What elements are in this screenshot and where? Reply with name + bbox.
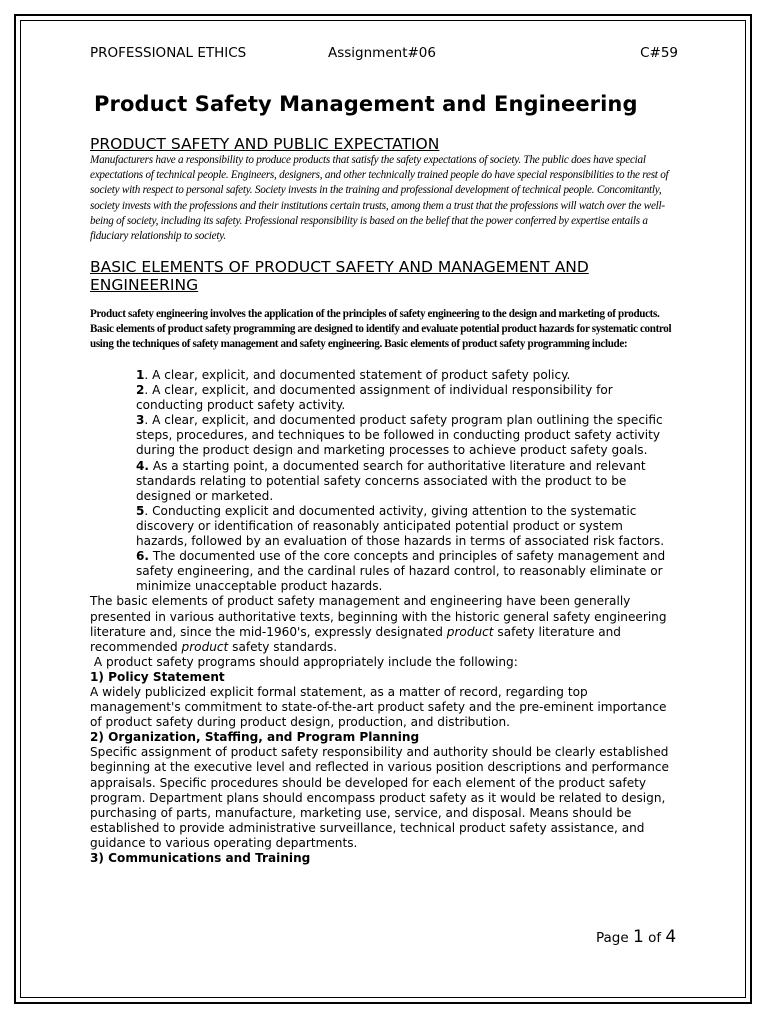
section2-heading bbox=[90, 258, 680, 294]
list-item bbox=[136, 549, 678, 594]
paragraph-literature bbox=[90, 594, 678, 654]
list-item bbox=[136, 383, 678, 413]
paragraph-policy: A widely publicized explicit formal statement, as a matter of record, regarding top management's commitment to state-of-the-art product safety and the pre-eminent importance of product safety during product design, production, and distribution. bbox=[90, 684, 667, 730]
list-item-number: 4. bbox=[136, 458, 150, 473]
of-label: of bbox=[643, 930, 666, 946]
paragraph-program-intro: A product safety programs should appropriately include the following: bbox=[90, 654, 518, 669]
paragraph-organization: Specific assignment of product safety responsibility and authority should be clearly established beginning at the executive level and reflected in various position descriptions and performance appraisals. Specific procedures should be developed for each element of the product safety program. Department plans should encompass product safety as it would be related to design, purchasing of parts, manufacture, marketing use, service, and disposal. Means should be established to provide administrative surveillance, technical product safety assistance, and guidance to various operating departments. bbox=[90, 745, 669, 850]
page-total: 4 bbox=[665, 927, 677, 947]
header-course: PROFESSIONAL ETHICS bbox=[90, 45, 247, 61]
list-item-text: . A clear, explicit, and documented product safety program plan outlining the specific steps, procedures, and techniques to be followed in conducting product safety activity during the product design and marketing processes to achieve product safety goals. bbox=[136, 413, 663, 458]
section2-bold-intro: Product safety engineering involves the application of the principles of safety engineering to the design and marketing of products. Basic elements of product safety programming are designed to identify and evaluate potential product hazards for systematic control using the techniques of safety management and safety engineering. Basic elements of product safety programming include: bbox=[90, 308, 672, 351]
list-item-text: . A clear, explicit, and documented statement of product safety policy. bbox=[144, 368, 571, 382]
list-item-text: . A clear, explicit, and documented assignment of individual responsibility for conducting product safety activity. bbox=[136, 383, 613, 413]
document-title: Product Safety Management and Engineering bbox=[94, 92, 638, 116]
list-item-text: . Conducting explicit and documented activity, giving attention to the systematic discovery or identification of reasonably anticipated potential product or system hazards, followed by an evaluation of those hazards in terms of associated risk factors. bbox=[136, 503, 665, 549]
header-assignment: Assignment#06 bbox=[328, 45, 436, 61]
list-item-number: 5 bbox=[136, 503, 145, 518]
list-item bbox=[136, 459, 678, 504]
list-item bbox=[136, 413, 678, 458]
subheading-organization: 2) Organization, Staffing, and Program Planning bbox=[90, 730, 420, 745]
section2-heading-line2: ENGINEERING bbox=[90, 276, 199, 294]
list-item bbox=[136, 504, 678, 549]
section2-body bbox=[90, 368, 678, 866]
list-item-number: 1 bbox=[136, 368, 145, 382]
list-item-text: The documented use of the core concepts and principles of safety management and safety engineering, and the cardinal rules of hazard control, to reasonably eliminate or minimize unacceptable product hazards. bbox=[136, 549, 666, 594]
section2-heading-line1: BASIC ELEMENTS OF PRODUCT SAFETY AND MANAGEMENT AND bbox=[90, 258, 589, 276]
paragraph-text: safety literature and recommended bbox=[90, 624, 621, 654]
list-item-number: 3 bbox=[136, 413, 145, 428]
emphasis-text: product bbox=[181, 639, 229, 654]
page-footer bbox=[596, 927, 676, 947]
list-item bbox=[136, 368, 678, 383]
list-item-number: 2 bbox=[136, 383, 145, 398]
list-item-text: As a starting point, a documented search for authoritative literature and relevant standards relating to potential safety concerns associated with the product to be designed or marketed. bbox=[136, 458, 646, 503]
emphasis-text: product bbox=[446, 624, 494, 639]
section1-text: Manufacturers have a responsibility to produce products that satisfy the safety expectations of society. The public does have special expectations of technical people. Engineers, designers, and other technically trained people do have special responsibilities to the rest of society with respect to personal safety. Society invests in the training and professional development of technical people. Concomitantly, society invests with the professions and their institutions certain trusts, among them a trust that the professions will watch over the well-being of society, including its safety. Professional responsibility is based on the belief that the power conferred by expertise entails a fiduciary relationship to society. bbox=[90, 154, 669, 243]
header-class-code: C#59 bbox=[640, 45, 678, 61]
page-label: Page bbox=[596, 930, 633, 946]
subheading-policy: 1) Policy Statement bbox=[90, 669, 225, 684]
list-item-number: 6. bbox=[136, 549, 150, 564]
page-number: 1 bbox=[632, 927, 644, 947]
paragraph-text: The basic elements of product safety management and engineering have been generally presented in various authoritative texts, beginning with the historic general safety engineering literature and, since the mid-1960's, expressly designated bbox=[90, 594, 667, 639]
subheading-communications: 3) Communications and Training bbox=[90, 851, 311, 865]
paragraph-text: safety standards. bbox=[228, 639, 338, 654]
section1-heading: PRODUCT SAFETY AND PUBLIC EXPECTATION bbox=[90, 135, 440, 153]
